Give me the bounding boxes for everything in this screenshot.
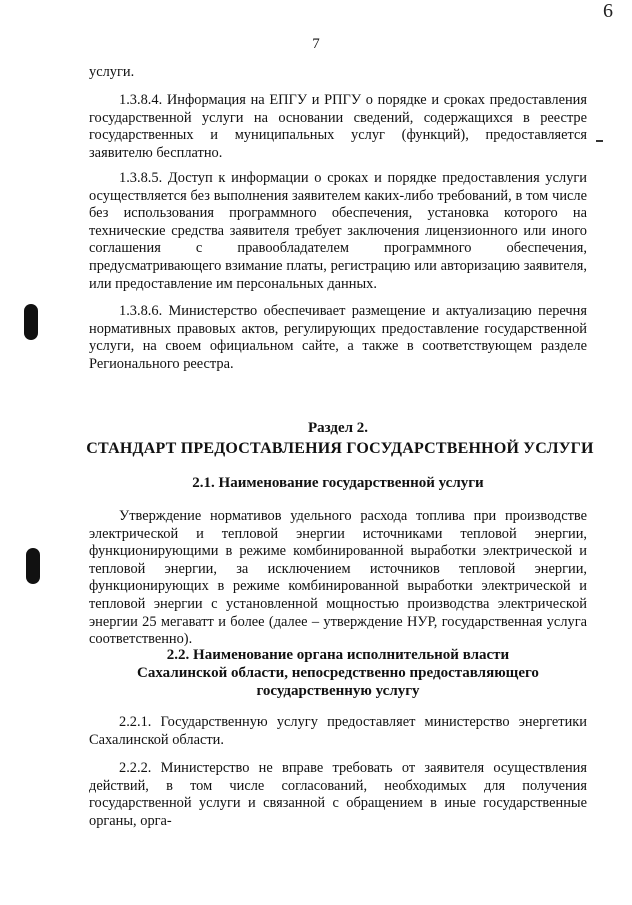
paragraph-1-3-8-6: 1.3.8.6. Министерство обеспечивает размещение и актуализацию перечня нормативных правовых актов, регулирующих предоставление государственной услуги, на своем официальном сайте, а также в соответствующем разделе Регионального реестра. (89, 303, 587, 372)
page-number: 7 (312, 36, 320, 52)
binder-hole-top (24, 304, 38, 340)
paragraph-2-2-2: 2.2.2. Министерство не вправе требовать от заявителя осуществления действий, в том числе согласований, необходимых для получения государственной услуги и связанной с обращением в иные государственные органы, орга- (89, 760, 587, 829)
binder-hole-bottom (26, 548, 40, 584)
margin-tick (596, 140, 603, 142)
paragraph-2-1: Утверждение нормативов удельного расхода топлива при производстве электрической и тепловой энергии источниками тепловой энергии, функционирующими в режиме комбинированной выработки электрической и тепловой энергии, за исключением источников тепловой энергии, функционирующих в режиме комбинированной выработки электрической и тепловой энергии с установленной мощностью производства электрической энергии 25 мегаватт и более (далее – утверждение НУР, государственная услуга соответственно). (89, 508, 587, 648)
section-label: Раздел 2. (307, 420, 369, 436)
paragraph-1-3-8-4: 1.3.8.4. Информация на ЕПГУ и РПГУ о порядке и сроках предоставления государственной услуги на основании сведений, содержащихся в реестре государственных и муниципальных услуг (функций), предоставляется заявителю бесплатно. (89, 92, 587, 161)
paragraph-1-3-8-5: 1.3.8.5. Доступ к информации о сроках и порядке предоставления услуги осуществляется без выполнения заявителем каких-либо требований, в том числе без использования программного обеспечения, установка которого на технические средства заявителя требует заключения лицензионного или иного соглашения с правообладателем программного обеспечения, предусматривающего взимание платы, регистрацию или авторизацию заявителя, или предоставление им персональных данных. (89, 170, 587, 292)
heading-2-2: 2.2. Наименование органа исполнительной власти Сахалинской области, непосредственно предоставляющего государственную услугу (137, 647, 539, 699)
paragraph-2-2-1: 2.2.1. Государственную услугу предоставляет министерство энергетики Сахалинской области. (89, 714, 587, 748)
handwritten-page-mark: 6 (603, 0, 613, 22)
carry-over-line: услуги. (89, 64, 135, 80)
section-title: СТАНДАРТ ПРЕДОСТАВЛЕНИЯ ГОСУДАРСТВЕННОЙ УСЛУГИ (86, 440, 594, 457)
heading-2-1: 2.1. Наименование государственной услуги (192, 475, 484, 491)
